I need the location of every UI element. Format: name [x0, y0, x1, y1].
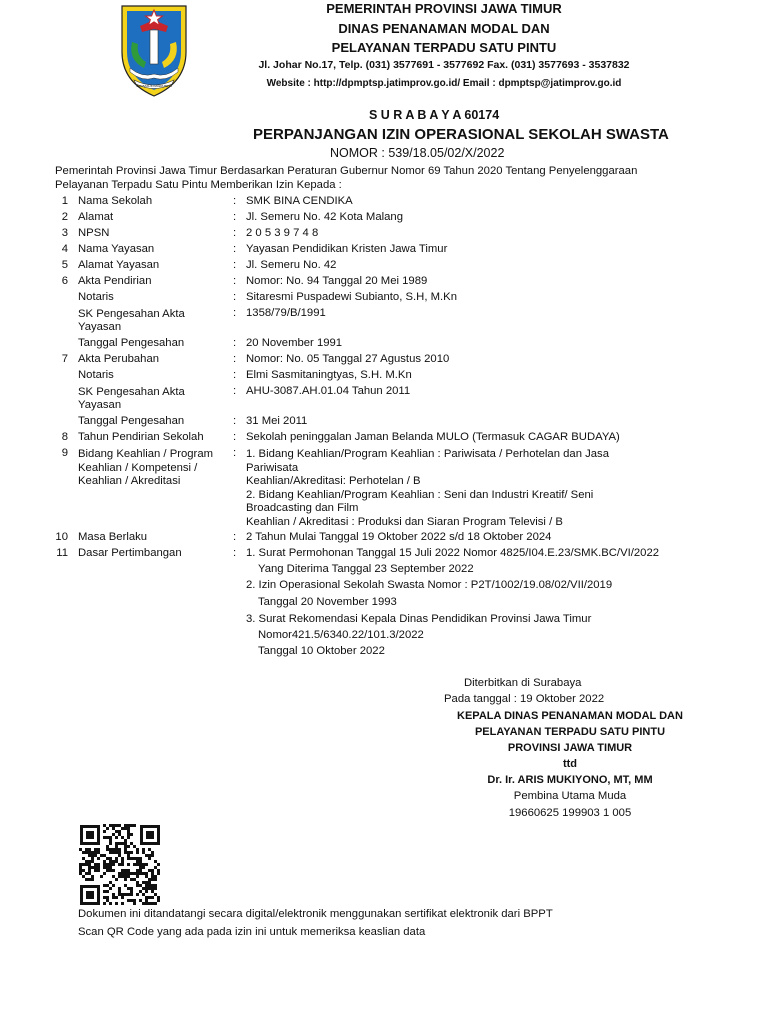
signatory-rank: Pembina Utama Muda — [513, 790, 627, 802]
footer-digital-signature-note: Dokumen ini ditandatangi secara digital/elektronik menggunakan sertifikat elektronik dari BPPT — [78, 908, 553, 920]
field-value: Elmi Sasmitaningtyas, S.H. M.Kn — [246, 369, 412, 381]
field-value-line4: 2. Bidang Keahlian/Program Keahlian : Seni dan Industri Kreatif/ Seni — [246, 488, 594, 501]
field-akta-perubahan — [0, 353, 768, 369]
field-value: 2 Tahun Mulai Tanggal 19 Oktober 2022 s/d 18 Oktober 2024 — [246, 531, 552, 543]
header-website-email: Website : http://dpmptsp.jatimprov.go.id/ Email : dpmptsp@jatimprov.go.id — [266, 78, 622, 89]
field-label-line1: SK Pengesahan Akta — [78, 308, 185, 320]
field-value: Sitaresmi Puspadewi Subianto, S.H, M.Kn — [246, 291, 457, 303]
field-value: 1358/79/B/1991 — [246, 307, 326, 319]
city-postcode: S U R A B A Y A 60174 — [369, 108, 500, 122]
header-agency-line1: DINAS PENANAMAN MODAL DAN — [338, 21, 550, 36]
field-colon: : — [233, 431, 237, 443]
field-label-line2: Yayasan — [78, 321, 122, 333]
signature-ttd: ttd — [562, 758, 578, 770]
field-label: Nama Sekolah — [78, 195, 153, 207]
field-colon: : — [233, 195, 237, 207]
field-colon: : — [233, 547, 237, 559]
field-label: Tahun Pendirian Sekolah — [78, 431, 204, 443]
field-label: Masa Berlaku — [78, 531, 148, 543]
field-dasar-pertimbangan — [0, 547, 768, 659]
signatory-nip: 19660625 199903 1 005 — [508, 807, 632, 819]
field-value-line2: Yang Diterima Tanggal 23 September 2022 — [258, 563, 474, 575]
field-number: 7 — [61, 353, 68, 365]
field-value: Nomor: No. 05 Tanggal 27 Agustus 2010 — [246, 353, 450, 365]
field-value-line6: Keahlian / Akreditasi : Produksi dan Siaran Program Televisi / B — [246, 515, 563, 528]
field-label: Nama Yayasan — [78, 243, 155, 255]
field-colon: : — [233, 291, 237, 303]
field-tanggal-pengesahan-perubahan — [0, 415, 768, 431]
field-value-line7: Tanggal 10 Oktober 2022 — [258, 645, 385, 657]
field-label: Akta Pendirian — [78, 275, 152, 287]
field-alamat — [0, 211, 768, 227]
field-colon: : — [233, 447, 237, 459]
document-number: NOMOR : 539/18.05/02/X/2022 — [330, 146, 505, 160]
field-value-line1: 1. Bidang Keahlian/Program Keahlian : Pariwisata / Perhotelan dan Jasa — [246, 448, 609, 460]
field-label: Alamat Yayasan — [78, 259, 160, 271]
field-notaris-pendirian — [0, 291, 768, 307]
field-colon: : — [233, 243, 237, 255]
field-value: Yayasan Pendidikan Kristen Jawa Timur — [246, 243, 448, 255]
field-colon: : — [233, 531, 237, 543]
field-tanggal-pengesahan-pendirian — [0, 337, 768, 353]
field-value: AHU-3087.AH.01.04 Tahun 2011 — [246, 385, 411, 397]
field-label: Tanggal Pengesahan — [78, 415, 185, 427]
field-number: 9 — [61, 447, 68, 459]
field-number: 8 — [61, 431, 68, 443]
field-colon: : — [233, 337, 237, 349]
footer-qr-scan-note: Scan QR Code yang ada pada izin ini untuk memeriksa keaslian data — [78, 926, 426, 938]
field-value: 2 0 5 3 9 7 4 8 — [246, 227, 319, 239]
field-notaris-perubahan — [0, 369, 768, 385]
field-colon: : — [233, 275, 237, 287]
field-value-line5: Broadcasting dan Film — [246, 502, 359, 514]
field-label: Tanggal Pengesahan — [78, 337, 185, 349]
field-value-line3: Keahlian/Akreditasi: Perhotelan / B — [246, 475, 421, 487]
field-label-line1: SK Pengesahan Akta — [78, 386, 185, 398]
field-value-line4: Tanggal 20 November 1993 — [258, 596, 397, 608]
issued-place: Diterbitkan di Surabaya — [464, 677, 582, 689]
field-value-line5: 3. Surat Rekomendasi Kepala Dinas Pendidikan Provinsi Jawa Timur — [246, 613, 592, 625]
intro-text-line1: Pemerintah Provinsi Jawa Timur Berdasarkan Peraturan Gubernur Nomor 69 Tahun 2020 Tentang Penyelenggaraan — [55, 165, 638, 177]
field-label: Notaris — [78, 291, 114, 303]
header-government: PEMERINTAH PROVINSI JAWA TIMUR — [326, 1, 562, 16]
signatory-title-line3: PROVINSI JAWA TIMUR — [507, 742, 633, 754]
field-number: 1 — [61, 195, 68, 207]
field-npsn — [0, 227, 768, 243]
field-label-line3: Keahlian / Akreditasi — [78, 475, 181, 487]
field-number: 2 — [61, 211, 68, 223]
field-sk-pengesahan-perubahan — [0, 385, 768, 415]
signatory-title-line1: KEPALA DINAS PENANAMAN MODAL DAN — [457, 710, 683, 722]
field-label-line2: Keahlian / Kompetensi / — [78, 461, 198, 474]
field-akta-pendirian — [0, 275, 768, 291]
field-value: SMK BINA CENDIKA — [246, 195, 353, 207]
field-colon: : — [233, 353, 237, 365]
intro-text-line2: Pelayanan Terpadu Satu Pintu Memberikan Izin Kepada : — [55, 179, 342, 191]
field-value-line2: Pariwisata — [246, 461, 299, 474]
field-colon: : — [233, 415, 237, 427]
field-value: Sekolah peninggalan Jaman Belanda MULO (Termasuk CAGAR BUDAYA) — [246, 431, 620, 443]
field-number: 5 — [61, 259, 68, 271]
field-label: Alamat — [78, 211, 114, 223]
field-nama-sekolah — [0, 195, 768, 211]
field-number: 10 — [55, 531, 68, 543]
field-colon: : — [233, 369, 237, 381]
field-value-line6: Nomor421.5/6340.22/101.3/2022 — [258, 629, 424, 641]
field-sk-pengesahan-pendirian — [0, 307, 768, 337]
field-number: 11 — [56, 547, 68, 559]
header-agency-line2: PELAYANAN TERPADU SATU PINTU — [331, 40, 557, 55]
field-value: Jl. Semeru No. 42 — [246, 259, 337, 271]
issued-date: Pada tanggal : 19 Oktober 2022 — [444, 693, 605, 705]
field-colon: : — [233, 227, 237, 239]
field-label: Notaris — [78, 369, 114, 381]
field-masa-berlaku — [0, 531, 768, 547]
field-label-line2: Yayasan — [78, 399, 122, 411]
field-label: NPSN — [78, 227, 110, 239]
field-value-line3: 2. Izin Operasional Sekolah Swasta Nomor : P2T/1002/19.08/02/VII/2019 — [246, 579, 613, 591]
logo-motto: JER BASUKI MAWA BEYA — [136, 84, 172, 88]
field-colon: : — [233, 385, 237, 397]
field-bidang-keahlian — [0, 447, 768, 531]
field-value-line1: 1. Surat Permohonan Tanggal 15 Juli 2022 Nomor 4825/I04.E.23/SMK.BC/VI/2022 — [246, 547, 660, 559]
header-address: Jl. Johar No.17, Telp. (031) 3577691 - 3577692 Fax. (031) 3577693 - 3537832 — [258, 59, 630, 71]
field-tahun-pendirian — [0, 431, 768, 447]
field-number: 6 — [61, 275, 68, 287]
field-nama-yayasan — [0, 243, 768, 259]
field-label-line1: Bidang Keahlian / Program — [78, 448, 214, 460]
document-title: PERPANJANGAN IZIN OPERASIONAL SEKOLAH SWASTA — [253, 126, 669, 143]
field-value: Nomor: No. 94 Tanggal 20 Mei 1989 — [246, 275, 428, 287]
field-value: 31 Mei 2011 — [246, 415, 308, 427]
field-colon: : — [233, 211, 237, 223]
field-colon: : — [233, 307, 237, 319]
verification-qr-code[interactable] — [78, 823, 162, 907]
field-number: 4 — [61, 243, 68, 255]
field-value: 20 November 1991 — [246, 337, 343, 349]
field-alamat-yayasan — [0, 259, 768, 275]
field-colon: : — [233, 259, 237, 271]
signatory-name: Dr. Ir. ARIS MUKIYONO, MT, MM — [487, 774, 653, 786]
field-label: Akta Perubahan — [78, 353, 160, 365]
signatory-title-line2: PELAYANAN TERPADU SATU PINTU — [474, 726, 666, 738]
field-label: Dasar Pertimbangan — [78, 547, 182, 559]
field-value: Jl. Semeru No. 42 Kota Malang — [246, 211, 403, 223]
field-number: 3 — [61, 227, 68, 239]
